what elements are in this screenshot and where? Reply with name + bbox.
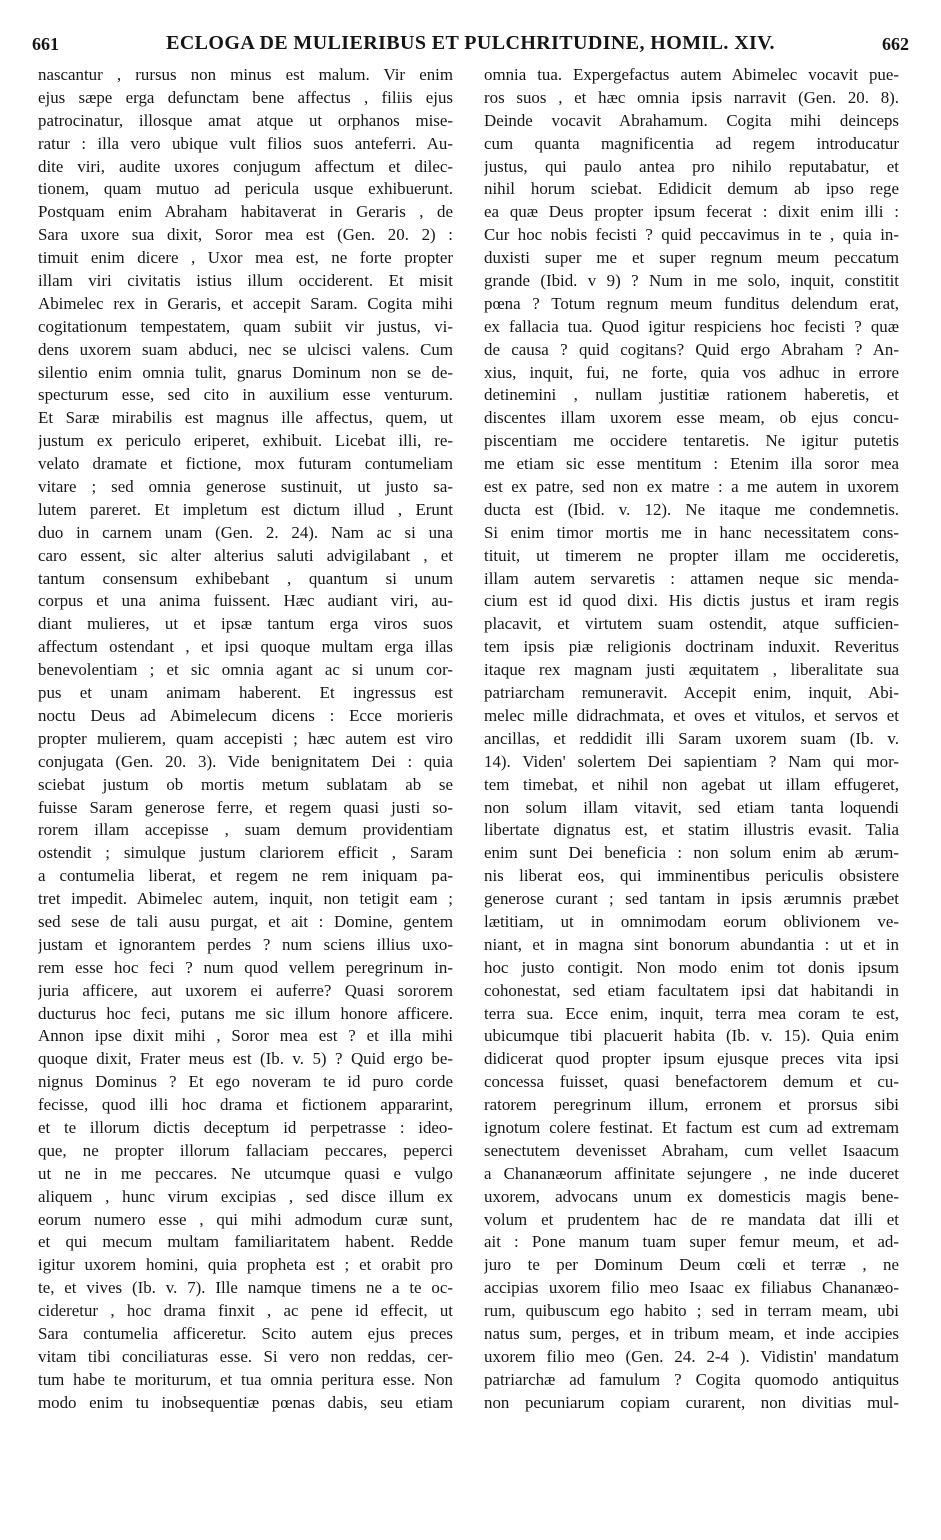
text-line: detinemini , nullam justitiæ rationem haberetis, et bbox=[484, 385, 899, 405]
text-line: nignus Dominus ? Et ego noveram te id puro corde bbox=[38, 1072, 453, 1092]
text-line: nis liberat eos, qui imminentibus periculis obsistere bbox=[484, 866, 899, 886]
text-line: benevolentiam ; et sic omnia agant ac si unum cor- bbox=[38, 660, 453, 680]
text-line: discentes illam uxorem esse meam, ob ejus concu- bbox=[484, 408, 899, 428]
text-line: itaque rex magnam justi æquitatem , liberalitate sua bbox=[484, 660, 899, 680]
text-line: didicerat quod propter ipsum ejusque preces vita ipsi bbox=[484, 1049, 899, 1069]
text-line: modo enim tu inobsequentiæ pœnas dabis, seu etiam bbox=[38, 1392, 453, 1412]
text-line: illam autem servaretis : attamen neque sic menda- bbox=[484, 568, 899, 588]
text-line: uxorem filio meo (Gen. 24. 2-4 ). Vidistin' mandatum bbox=[484, 1346, 899, 1366]
text-line: patrocinatur, illosque amat atque ut orphanos mise- bbox=[38, 110, 453, 130]
text-line: patriarchæ ad famulum ? Cogita quomodo antiquitus bbox=[484, 1369, 899, 1389]
text-line: rum, quibuscum ego habito ; sed in terram meam, ubi bbox=[484, 1301, 899, 1321]
text-line: tem timebat, et nihil non agebat ut illam effugeret, bbox=[484, 774, 899, 794]
text-line: ait : Pone manum tuam super femur meum, et ad- bbox=[484, 1232, 899, 1252]
text-line: ea quæ Deus propter ipsum fecerat : dixit enim illi : bbox=[484, 202, 899, 222]
text-line: non pecuniarum copiam curarent, non divitias mul- bbox=[484, 1392, 899, 1412]
text-line: rorem illam accepisse , suam demum providentiam bbox=[38, 820, 453, 840]
text-line: et qui mecum multam familiaritatem habent. Redde bbox=[38, 1232, 453, 1252]
text-line: vitare ; sed omnia generose sustinuit, ut justo sa- bbox=[38, 477, 453, 497]
text-line: omnia tua. Expergefactus autem Abimelec vocavit pue- bbox=[484, 65, 899, 84]
text-line: vitam tibi conciliaturas esse. Si vero non reddas, cer- bbox=[38, 1346, 453, 1366]
text-line: ubicumque tibi placuerit habita (Ib. v. 15). Quia enim bbox=[484, 1026, 899, 1046]
page-number-right: 662 bbox=[882, 34, 909, 54]
text-column-right bbox=[484, 64, 899, 1415]
text-line: volum et prudentem hac de re mandata dat illi et bbox=[484, 1209, 899, 1229]
text-line: eorum numero esse , qui mihi admodum curæ sunt, bbox=[38, 1209, 453, 1229]
text-line: juro te per Dominum Deum cœli et terræ , ne bbox=[484, 1255, 899, 1275]
running-title: ECLOGA DE MULIERIBUS ET PULCHRITUDINE, HOMIL. XIV. bbox=[166, 32, 775, 54]
text-line: a contumelia liberat, et regem ne rem iniquam pa- bbox=[38, 866, 453, 886]
text-line: sed sese de tali ausu purgat, et ait : Domine, gentem bbox=[38, 911, 453, 931]
text-line: patriarcham remuneravit. Accepit enim, inquit, Abi- bbox=[484, 683, 899, 703]
text-line: terra sua. Ecce enim, inquit, terra mea coram te est, bbox=[484, 1003, 899, 1023]
text-line: te, et vives (Ib. v. 7). Ille namque timens ne a te oc- bbox=[38, 1278, 453, 1298]
text-line: ut ne in me peccares. Ne utcumque quasi e vulgo bbox=[38, 1163, 453, 1183]
text-line: quoque dixit, Frater meus est (Ib. v. 5) ? Quid ergo be- bbox=[38, 1049, 453, 1069]
text-line: justus, qui paulo antea pro nihilo reputabatur, et bbox=[484, 156, 899, 176]
text-line: ratur : illa vero ubique vult filios suos anteferri. Au- bbox=[38, 133, 453, 153]
text-line: non solum illam vitavit, sed etiam tanta loquendi bbox=[484, 797, 899, 817]
text-line: tituit, ut timerem ne propter illam me occideretis, bbox=[484, 545, 899, 565]
text-line: est ex patre, sed non ex matre : a me autem in uxorem bbox=[484, 477, 899, 497]
page-number-left: 661 bbox=[32, 34, 59, 54]
text-line: uxorem, advocans unum ex domesticis magis bene- bbox=[484, 1186, 899, 1206]
text-line: piscentiam me occidere tentaretis. Ne igitur putetis bbox=[484, 431, 899, 451]
text-line: nascantur , rursus non minus est malum. Vir enim bbox=[38, 65, 453, 84]
text-line: Deinde vocavit Abrahamum. Cogita mihi deinceps bbox=[484, 110, 899, 130]
text-line: ostendit ; simulque justum clariorem efficit , Saram bbox=[38, 843, 453, 863]
text-line: velato dramate et fictione, mox futuram contumeliam bbox=[38, 454, 453, 474]
text-line: dite viri, audite uxores conjugum affectum et dilec- bbox=[38, 156, 453, 176]
text-line: specturum esse, sed cito in auxilium esse venturum. bbox=[38, 385, 453, 405]
text-line: tionem, quam mutuo ad pericula usque exhibuerunt. bbox=[38, 179, 453, 199]
text-line: hoc justo contigit. Non modo enim tot donis ipsum bbox=[484, 957, 899, 977]
text-line: dens uxorem suam abduci, nec se ulcisci valens. Cum bbox=[38, 339, 453, 359]
text-line: placavit, et virtutem suam ostendit, atque sufficien- bbox=[484, 614, 899, 634]
text-line: Cur hoc nobis fecisti ? quid peccavimus in te , quia in- bbox=[484, 225, 899, 245]
text-line: me etiam sic esse mentitum : Etenim illa soror mea bbox=[484, 454, 899, 474]
text-line: igitur uxorem homini, quia propheta est ; et orabit pro bbox=[38, 1255, 453, 1275]
text-line: justum ex periculo eriperet, exhibuit. Licebat illi, re- bbox=[38, 431, 453, 451]
text-column-left bbox=[38, 64, 453, 1415]
text-line: juria afficere, aut uxorem ei auferre? Quasi sororem bbox=[38, 980, 453, 1000]
text-line: tret impedit. Abimelec autem, inquit, non tetigit eam ; bbox=[38, 889, 453, 909]
text-line: Abimelec rex in Geraris, et accepit Saram. Cogita mihi bbox=[38, 293, 453, 313]
text-line: ex fallacia tua. Quod igitur respiciens hoc fecisti ? quæ bbox=[484, 316, 899, 336]
text-line: pus et unam animam haberent. Et ingressus est bbox=[38, 683, 453, 703]
text-line: fuisse Saram generose ferre, et regem quasi justi so- bbox=[38, 797, 453, 817]
text-line: libertate dignatus est, et statim illustris evasit. Talia bbox=[484, 820, 899, 840]
text-line: sciebat justum ob mortis metum sublatam ab se bbox=[38, 774, 453, 794]
text-line: cideretur , hoc drama finxit , ac pene id effecit, ut bbox=[38, 1301, 453, 1321]
text-line: enim sunt Dei beneficia : non solum enim ab ærum- bbox=[484, 843, 899, 863]
text-line: natus sum, perges, et in tribum meam, et inde accipies bbox=[484, 1323, 899, 1343]
text-line: ratorem peregrinum illum, erronem et prorsus sibi bbox=[484, 1095, 899, 1115]
text-line: Annon ipse dixit mihi , Soror mea est ? et illa mihi bbox=[38, 1026, 453, 1046]
text-line: lætitiam, ut in omnimodam eorum oblivionem ve- bbox=[484, 911, 899, 931]
text-line: Sara uxore sua dixit, Soror mea est (Gen. 20. 2) : bbox=[38, 225, 453, 245]
text-line: ancillas, et reddidit illi Saram uxorem suam (Ib. v. bbox=[484, 728, 899, 748]
text-line: cogitationum tempestatem, quam subiit vir justus, vi- bbox=[38, 316, 453, 336]
text-line: Si enim timor mortis me in hanc necessitatem cons- bbox=[484, 522, 899, 542]
text-line: silentio enim omnia tulit, gnarus Dominum non se de- bbox=[38, 362, 453, 382]
text-line: melec mille didrachmata, et oves et vitulos, et servos et bbox=[484, 705, 899, 725]
text-line: conjugata (Gen. 20. 3). Vide benignitatem Dei : quia bbox=[38, 751, 453, 771]
text-line: aliquem , hunc virum excipias , sed disce illum ex bbox=[38, 1186, 453, 1206]
text-line: et te illorum dictis deceptum id perpetrasse : ideo- bbox=[38, 1117, 453, 1137]
text-line: grande (Ibid. v 9) ? Num in me solo, inquit, constitit bbox=[484, 271, 899, 291]
text-line: duo in carnem unam (Gen. 2. 24). Nam ac si una bbox=[38, 522, 453, 542]
text-line: de causa ? quid cogitans? Quid ergo Abraham ? An- bbox=[484, 339, 899, 359]
text-line: justam et ignorantem perdes ? num sciens illius uxo- bbox=[38, 934, 453, 954]
text-line: niant, et in magna sint bonorum abundantia : ut et in bbox=[484, 934, 899, 954]
text-line: lutem pareret. Et impletum est dictum illud , Erunt bbox=[38, 499, 453, 519]
text-line: accipias uxorem filio meo Isaac ex filiabus Chananæo- bbox=[484, 1278, 899, 1298]
text-line: a Chananæorum affinitate sejungere , ne inde duceret bbox=[484, 1163, 899, 1183]
text-line: affectum ostendant , et ipsi quoque multam erga illas bbox=[38, 637, 453, 657]
text-line: timuit enim dicere , Uxor mea est, ne forte propter bbox=[38, 248, 453, 268]
text-line: corpus et una anima fuissent. Hæc audiant viri, au- bbox=[38, 591, 453, 611]
running-header bbox=[32, 24, 909, 64]
text-line: ros suos , et hæc omnia ipsis narravit (Gen. 20. 8). bbox=[484, 87, 899, 107]
text-line: illam viri civitatis istius illum occiderent. Et misit bbox=[38, 271, 453, 291]
text-line: Sara contumelia afficeretur. Scito autem ejus preces bbox=[38, 1323, 453, 1343]
text-line: tantum consensum exhibebant , quantum si unum bbox=[38, 568, 453, 588]
text-line: fecisse, quod illi hoc drama et fictionem appararint, bbox=[38, 1095, 453, 1115]
text-line: caro essent, sic alter alterius saluti advigilabant , et bbox=[38, 545, 453, 565]
text-line: Postquam enim Abraham habitaverat in Geraris , de bbox=[38, 202, 453, 222]
text-line: ducta est (Ibid. v. 12). Ne itaque me condemnetis. bbox=[484, 499, 899, 519]
text-line: ignotum colere festinat. Et factum est cum ad extremam bbox=[484, 1117, 899, 1137]
text-line: 14). Viden' solertem Dei sapientiam ? Nam qui mor- bbox=[484, 751, 899, 771]
text-line: pœna ? Totum regnum meum funditus delendum erat, bbox=[484, 293, 899, 313]
text-line: ducturus hoc feci, putans me sic illum honore afficere. bbox=[38, 1003, 453, 1023]
text-line: ejus sæpe erga defunctam bene affectus , filiis ejus bbox=[38, 87, 453, 107]
text-line: rem esse hoc feci ? num quod vellem peregrinum in- bbox=[38, 957, 453, 977]
text-line: que, ne propter illorum fallaciam peccares, peperci bbox=[38, 1140, 453, 1160]
text-line: xius, inquit, fui, ne forte, quia vos adhuc in errore bbox=[484, 362, 899, 382]
text-line: cum quanta magnificentia ad regem introducatur bbox=[484, 133, 899, 153]
text-line: noctu Deus ad Abimelecum dicens : Ecce morieris bbox=[38, 705, 453, 725]
text-line: tem ipsis piæ religionis doctrinam induxit. Reveritus bbox=[484, 637, 899, 657]
text-line: Et Saræ mirabilis est magnus ille affectus, quem, ut bbox=[38, 408, 453, 428]
text-line: cohonestat, sed etiam facultatem ipsi dat habitandi in bbox=[484, 980, 899, 1000]
text-line: nihil horum sciebat. Edidicit demum ab ipso rege bbox=[484, 179, 899, 199]
text-line: diant mulieres, ut et ipsæ tantum erga viros suos bbox=[38, 614, 453, 634]
text-line: generose curant ; sed tantam in ipsis ærumnis præbet bbox=[484, 889, 899, 909]
text-line: tum habe te moriturum, et tua omnia peritura esse. Non bbox=[38, 1369, 453, 1389]
text-line: cium est id quod dixi. His dictis justus et iram regis bbox=[484, 591, 899, 611]
text-line: concessa fuisset, quasi benefactorem demum et cu- bbox=[484, 1072, 899, 1092]
text-line: propter mulierem, quam accepisti ; hæc autem est viro bbox=[38, 728, 453, 748]
text-line: senectutem devenisset Abraham, cum vellet Isaacum bbox=[484, 1140, 899, 1160]
text-line: duxisti super me et super regnum meum peccatum bbox=[484, 248, 899, 268]
